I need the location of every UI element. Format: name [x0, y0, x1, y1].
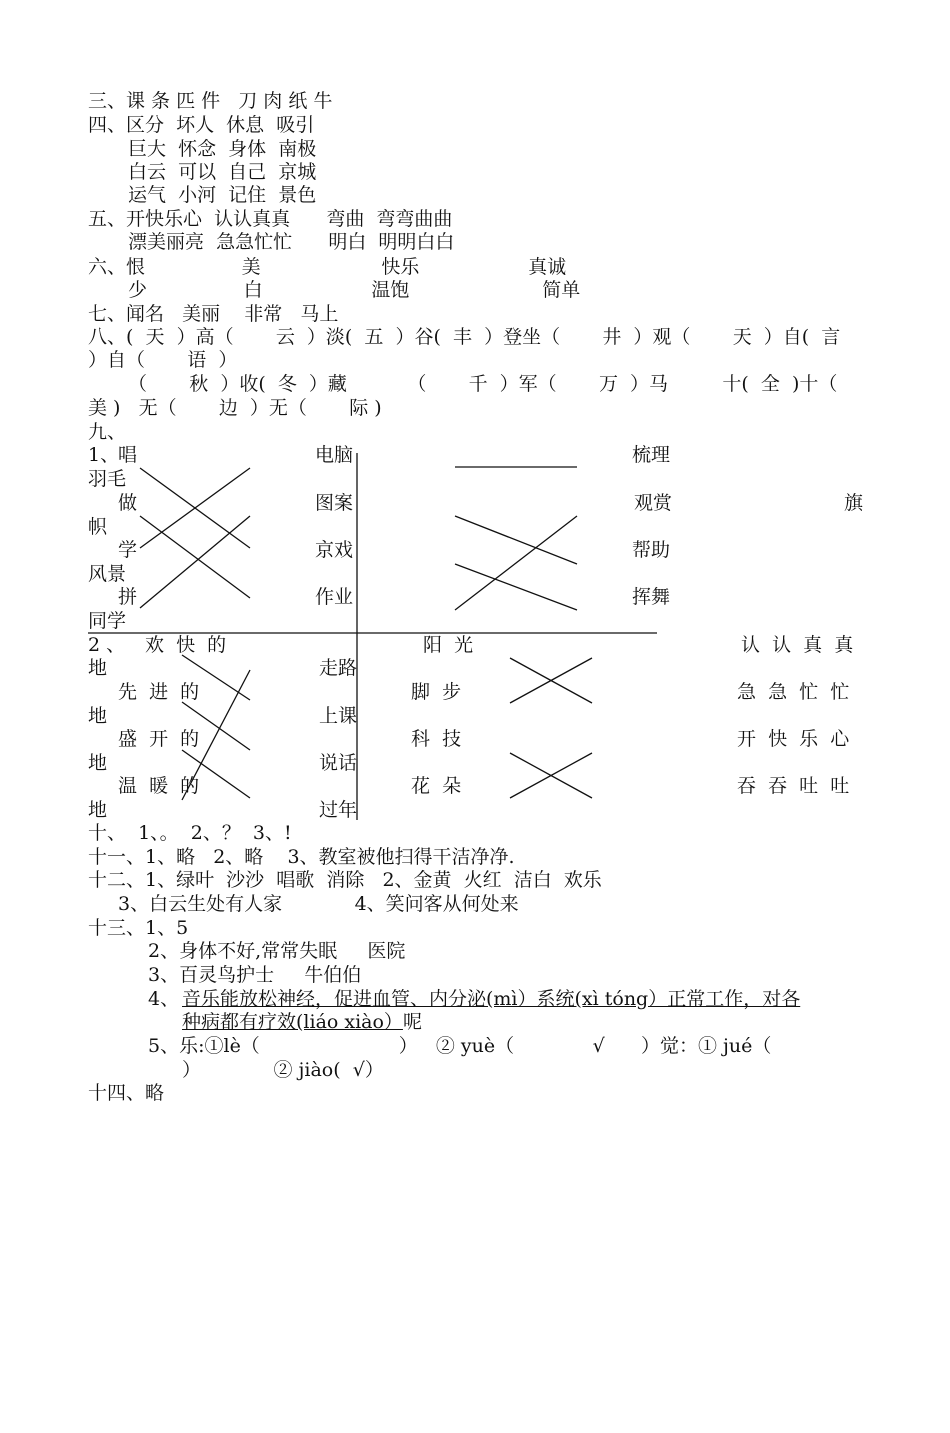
match-line — [455, 564, 577, 610]
match2-right-item: 吞 吞 吐 吐 — [737, 775, 850, 797]
match1-far-item: 同学 — [88, 610, 127, 632]
answer-8-row: （ 秋 ）收( 冬 ）藏 （ 千 ）军（ 万 ）马 十( 全 )十（ — [128, 373, 838, 395]
match-line — [140, 516, 250, 608]
match2-label: 2 、 — [88, 634, 126, 656]
match1-mid-item: 作业 — [315, 586, 354, 608]
answer-13-row: 4、 — [148, 988, 180, 1010]
answer-8: 八、( 天 ）高（ 云 ）淡( 五 ）谷( 丰 ）登坐（ 井 ）观（ 天 ）自( 言 — [88, 326, 841, 348]
match1-mid-item: 京戏 — [315, 539, 354, 561]
match1-far-item: 风景 — [88, 563, 127, 585]
match1-right-item: 帮助 — [632, 539, 671, 561]
answer-8-row: ）自（ 语 ） — [88, 349, 238, 371]
answer-4-row: 白云 可以 自己 京城 — [128, 161, 317, 183]
answer-5-row: 漂美丽亮 急急忙忙 明白 明明白白 — [128, 231, 455, 253]
match1-right-item: 观赏 — [634, 492, 673, 514]
answer-13-row: 3、百灵鸟护士 牛伯伯 — [148, 964, 362, 986]
match2-right-item: 急 急 忙 忙 — [737, 681, 850, 703]
match2-mid-item: 说话 — [319, 752, 358, 774]
answer-4-row: 巨大 怀念 身体 南极 — [128, 138, 317, 160]
answer-5: 五、开快乐心 认认真真 弯曲 弯弯曲曲 — [88, 208, 453, 230]
answer-6-row: 少 白 温饱 简单 — [128, 279, 581, 301]
answer-13-suffix: 呢 — [402, 1011, 422, 1033]
match2-center-item: 脚 步 — [411, 681, 462, 703]
answer-12-row: 3、白云生处有人家 4、笑问客从何处来 — [118, 893, 519, 915]
match-line — [455, 516, 577, 610]
match2-right-item: 开 快 乐 心 — [737, 728, 850, 750]
answer-8-row: 美 ) 无（ 边 ）无（ 际 ) — [88, 397, 382, 419]
answer-14: 十四、略 — [88, 1082, 165, 1104]
answer-13-row: ） ② jiào( √） — [182, 1059, 384, 1081]
answer-13-row — [182, 1011, 422, 1034]
match2-left-end: 地 — [88, 799, 108, 821]
match2-mid-item: 走路 — [319, 657, 358, 679]
match2-left-end: 地 — [88, 657, 108, 679]
answer-11: 十一、1、略 2、略 3、教室被他扫得干洁净净. — [88, 846, 515, 868]
answer-4: 四、区分 坏人 休息 吸引 — [88, 114, 315, 136]
match2-left-item: 先 进 的 — [118, 681, 200, 703]
match2-center-item: 阳 光 — [423, 634, 474, 656]
match1-mid-item: 图案 — [315, 492, 354, 514]
answer-13-underlined: 种病都有疗效(liáo xiào） — [182, 1011, 403, 1033]
match2-mid-item: 过年 — [319, 799, 358, 821]
answer-13-row: 2、身体不好,常常失眠 医院 — [148, 940, 406, 962]
match2-left-item: 盛 开 的 — [118, 728, 200, 750]
answer-12: 十二、1、绿叶 沙沙 唱歌 消除 2、金黄 火红 洁白 欢乐 — [88, 869, 602, 891]
match-line — [455, 516, 577, 564]
match2-center-item: 花 朵 — [411, 775, 462, 797]
match1-left-item: 拼 — [118, 586, 138, 608]
match2-left-end: 地 — [88, 705, 108, 727]
answer-13: 十三、1、5 — [88, 917, 189, 939]
match1-left-item: 学 — [118, 539, 138, 561]
answer-10: 十、 1、。 2、？ 3、! — [88, 822, 292, 844]
match1-far-item: 帜 — [88, 516, 108, 538]
match1-left-item: 做 — [118, 492, 138, 514]
answer-9: 九、 — [88, 421, 127, 443]
match-line — [140, 516, 250, 598]
match1-label: 1、 — [88, 444, 120, 466]
answer-3: 三、课 条 匹 件 刀 肉 纸 牛 — [88, 90, 333, 112]
match1-mid-item: 电脑 — [315, 444, 354, 466]
match2-right-item: 认 认 真 真 — [741, 634, 854, 656]
answer-7: 七、闻名 美丽 非常 马上 — [88, 303, 339, 325]
match2-left-end: 地 — [88, 752, 108, 774]
match2-left-item: 欢 快 的 — [145, 634, 227, 656]
match2-mid-item: 上课 — [319, 705, 358, 727]
match1-right-item: 挥舞 — [632, 586, 671, 608]
answer-13-row: 5、乐:①lè（ ） ② yuè（ √ ）觉：① jué（ — [148, 1035, 772, 1057]
match2-left-item: 温 暖 的 — [118, 775, 200, 797]
answer-6: 六、恨 美 快乐 真诚 — [88, 256, 567, 278]
match1-left-item: 唱 — [118, 444, 138, 466]
match1-far-item: 羽毛 — [88, 468, 127, 490]
answer-13-underlined: 音乐能放松神经，促进血管、内分泌(mì）系统(xì tóng）正常工作，对各 — [182, 988, 801, 1010]
answer-4-row: 运气 小河 记住 景色 — [128, 184, 317, 206]
match1-right-item: 梳理 — [632, 444, 671, 466]
match2-center-item: 科 技 — [411, 728, 462, 750]
match1-far-item: 旗 — [844, 492, 864, 514]
